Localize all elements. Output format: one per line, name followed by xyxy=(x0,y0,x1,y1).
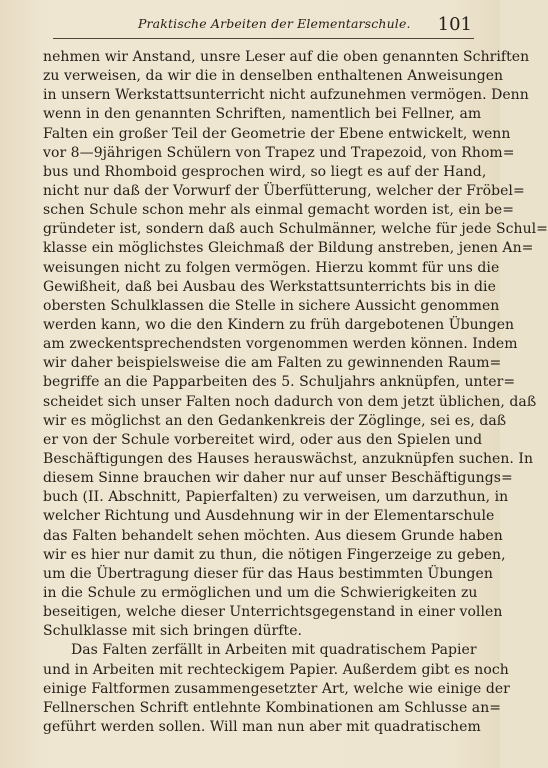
text-line: bus und Rhomboid gesprochen wird, so liegt es auf der Hand, xyxy=(43,163,487,180)
text-line: in unsern Werkstattsunterricht nicht aufzunehmen vermögen. Denn xyxy=(43,87,529,104)
text-line: zu verweisen, da wir die in denselben enthaltenen Anweisungen xyxy=(43,68,504,85)
text-line: Schulklasse mit sich bringen dürfte. xyxy=(43,623,303,640)
text-line: werden kann, wo die den Kindern zu früh dargebotenen Übungen xyxy=(43,316,515,333)
text-line: Fellnerschen Schrift entlehnte Kombinationen am Schlusse an= xyxy=(43,699,502,716)
text-line: das Falten behandelt sehen möchten. Aus diesem Grunde haben xyxy=(43,527,503,544)
text-line: nicht nur daß der Vorwurf der Überfütterung, welcher der Fröbel= xyxy=(43,182,525,199)
text-line: wir es möglichst an den Gedankenkreis der Zöglinge, sei es, daß xyxy=(43,412,507,429)
text-line: einige Faltformen zusammengesetzter Art, welche wie einige der xyxy=(43,680,510,697)
text-line: um die Übertragung dieser für das Haus bestimmten Übungen xyxy=(43,565,493,582)
text-line: scheidet sich unser Falten noch dadurch von dem jetzt üblichen, daß xyxy=(43,393,537,410)
header-rule xyxy=(53,38,474,39)
text-line: klasse ein möglichstes Gleichmaß der Bildung anstreben, jenen An= xyxy=(43,240,534,257)
running-head xyxy=(52,14,472,36)
page-number: 101 xyxy=(437,14,472,35)
text-line: und in Arbeiten mit rechteckigem Papier. Außerdem gibt es noch xyxy=(43,661,509,678)
text-line: Gewißheit, daß bei Ausbau des Werkstattsunterrichts bis in die xyxy=(43,278,496,295)
text-line: wir daher beispielsweise die am Falten zu gewinnenden Raum= xyxy=(43,355,502,372)
text-line: buch (II. Abschnitt, Papierfalten) zu verweisen, um darzuthun, in xyxy=(43,489,509,506)
text-line: wir es hier nur damit zu thun, die nötigen Fingerzeige zu geben, xyxy=(43,546,506,563)
text-line: Falten ein großer Teil der Geometrie der Ebene entwickelt, wenn xyxy=(43,125,511,142)
text-line: weisungen nicht zu folgen vermögen. Hierzu kommt für uns die xyxy=(43,259,500,276)
text-line: diesem Sinne brauchen wir daher nur auf unser Beschäftigungs= xyxy=(43,470,513,487)
text-line: wenn in den genannten Schriften, namentlich bei Fellner, am xyxy=(43,106,482,123)
text-line: vor 8—9jährigen Schülern von Trapez und Trapezoid, von Rhom= xyxy=(43,144,515,161)
body-text xyxy=(43,48,548,737)
text-line: nehmen wir Anstand, unsre Leser auf die oben genannten Schriften xyxy=(43,49,530,65)
text-line: Das Falten zerfällt in Arbeiten mit quadratischem Papier xyxy=(71,642,477,659)
text-line: er von der Schule vorbereitet wird, oder aus den Spielen und xyxy=(43,431,483,448)
text-line: obersten Schulklassen die Stelle in sichere Aussicht genommen xyxy=(43,297,500,314)
running-title: Praktische Arbeiten der Elementarschule. xyxy=(138,16,411,31)
text-line: am zweckentsprechendsten vorgenommen werden können. Indem xyxy=(43,336,518,353)
paragraph xyxy=(43,48,548,641)
text-line: in die Schule zu ermöglichen und um die Schwierigkeiten zu xyxy=(43,584,478,601)
text-line: gründeter ist, sondern daß auch Schulmänner, welche für jede Schul= xyxy=(43,221,548,238)
text-line: geführt werden sollen. Will man nun aber mit quadratischem xyxy=(43,718,481,735)
text-line: schen Schule schon mehr als einmal gemacht worden ist, ein be= xyxy=(43,202,515,219)
text-line: beseitigen, welche dieser Unterrichtsgegenstand in einer vollen xyxy=(43,604,503,621)
text-line: welcher Richtung und Ausdehnung wir in der Elementarschule xyxy=(43,508,495,525)
paragraph xyxy=(43,641,510,737)
text-line: Beschäftigungen des Hauses herauswächst, anzuknüpfen suchen. In xyxy=(43,450,534,467)
text-line: begriffe an die Papparbeiten des 5. Schuljahrs anknüpfen, unter= xyxy=(43,374,516,391)
